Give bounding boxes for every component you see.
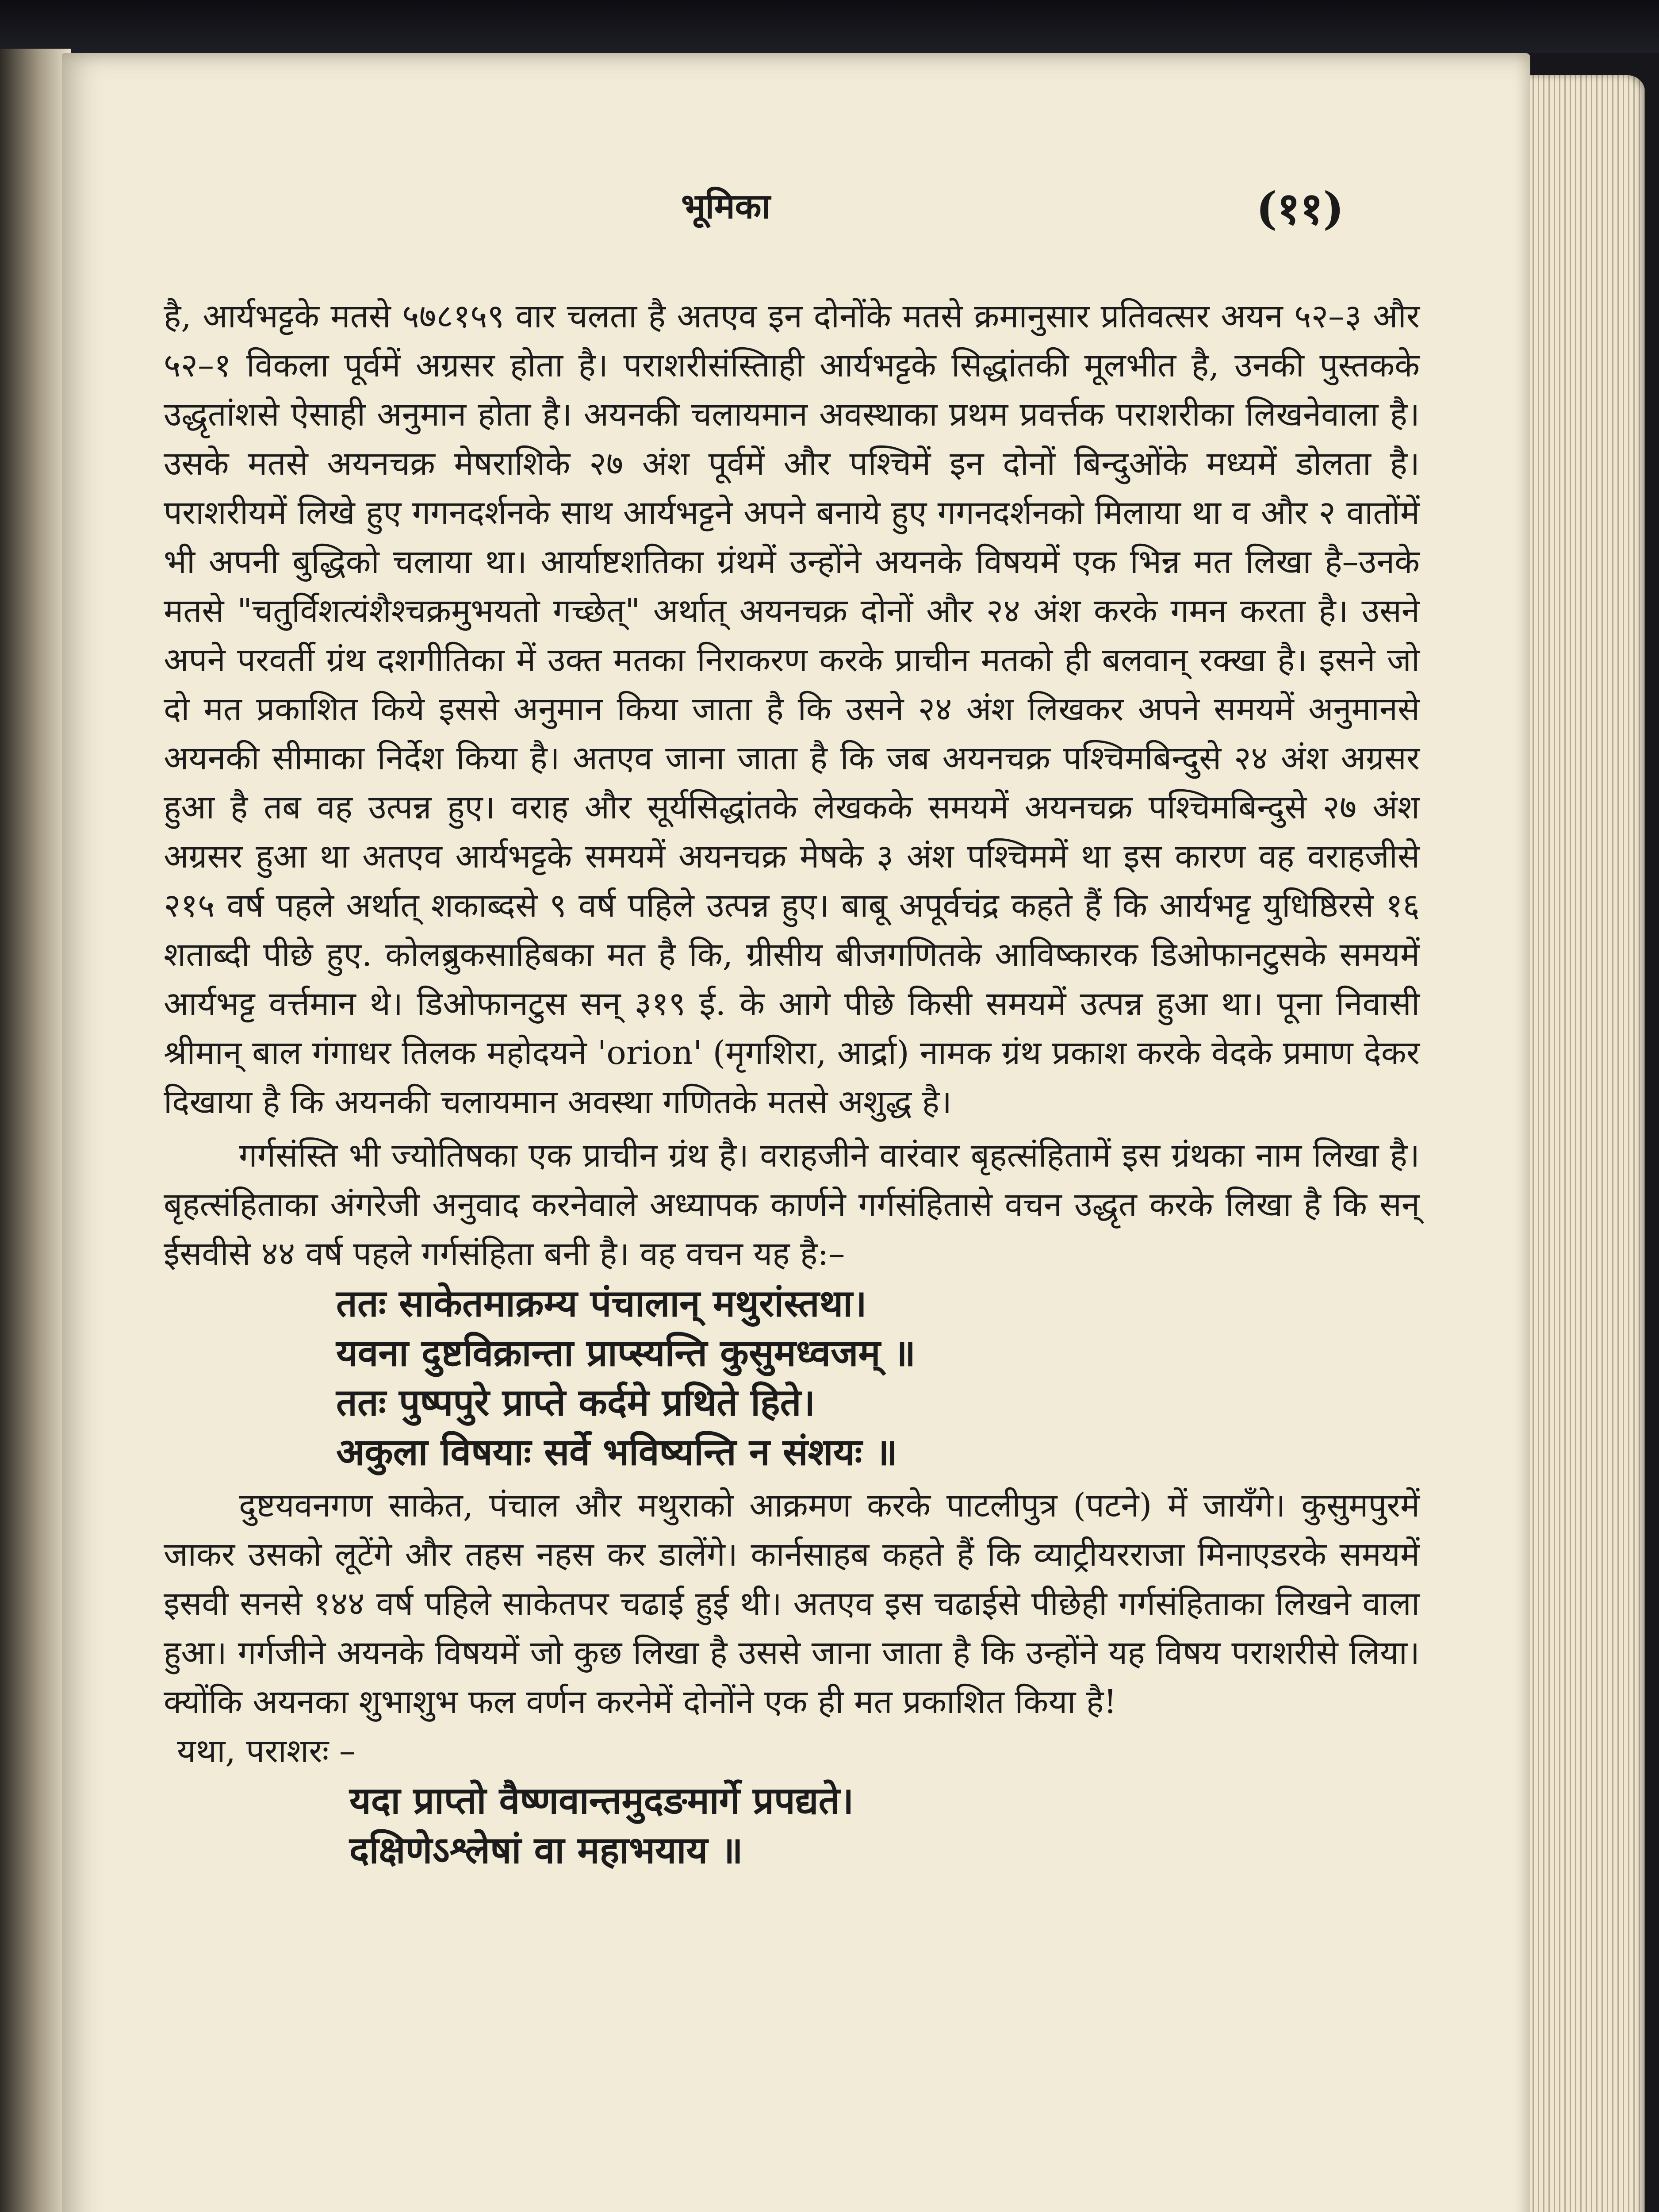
body-text <box>164 292 1420 1875</box>
page-edges <box>1513 75 1645 2212</box>
paragraph-3: दुष्टयवनगण साकेत, पंचाल और मथुराको आक्रमण करके पाटलीपुत्र (पटने) में जायँगे। कुसुमपुरमें जाकर उसको लूटेंगे और तहस नहस कर डालेंगे। कार्नसाहब कहते हैं कि व्याट्रीयरराजा मिनाएडरके समयमें इसवी सनसे १४४ वर्ष पहिले साकेतपर चढाई हुई थी। अतएव इस चढाईसे पीछेही गर्गसंहिताका लिखने वाला हुआ। गर्गजीने अयनके विषयमें जो कुछ लिखा है उससे जाना जाता है कि उन्होंने यह विषय पराशरीसे लिया। क्योंकि अयनका शुभाशुभ फल वर्णन करनेमें दोनोंने एक ही मत प्रकाशित किया है! <box>164 1486 1420 1721</box>
page-number: (११) <box>1256 182 1344 234</box>
verse-block-1 <box>336 1279 1420 1477</box>
running-title: भूमिका <box>681 186 770 227</box>
verse-line: यवना दुष्टविक्रान्ता प्राप्स्यन्ति कुसुमध्वजम् ॥ <box>336 1331 916 1375</box>
page-header <box>62 181 1530 248</box>
backdrop-top <box>0 0 1659 53</box>
paragraph-1: है, आर्यभट्टके मतसे ५७८१५९ वार चलता है अतएव इन दोनोंके मतसे क्रमानुसार प्रतिवत्सर अयन ५२–३ और ५२–१ विकला पूर्वमें अग्रसर होता है। पराशरीसंस्तिाही आर्यभट्टके सिद्धांतकी मूलभीत है, उनकी पुस्तकके उद्धृतांशसे ऐसाही अनुमान होता है। अयनकी चलायमान अवस्थाका प्रथम प्रवर्त्तक पराशरीका लिखनेवाला है। उसके मतसे अयनचक्र मेषराशिके २७ अंश पूर्वमें और पश्चिमें इन दोनों बिन्दुओंके मध्यमें डोलता है। पराशरीयमें लिखे हुए गगनदर्शनके साथ आर्यभट्टने अपने बनाये हुए गगनदर्शनको मिलाया था व और २ वातोंमें भी अपनी बुद्धिको चलाया था। आर्याष्टशतिका ग्रंथमें उन्होंने अयनके विषयमें एक भिन्न मत लिखा है–उनके मतसे "चतुर्विशत्यंशैश्चक्रमुभयतो गच्छेत्" अर्थात् अयनचक्र दोनों और २४ अंश करके गमन करता है। उसने अपने परवर्ती ग्रंथ दशगीतिका में उक्त मतका निराकरण करके प्राचीन मतको ही बलवान् रक्खा है। इसने जो दो मत प्रकाशित किये इससे अनुमान किया जाता है कि उसने २४ अंश लिखकर अपने समयमें अनुमानसे अयनकी सीमाका निर्देश किया है। अतएव जाना जाता है कि जब अयनचक्र पश्चिमबिन्दुसे २४ अंश अग्रसर हुआ है तब वह उत्पन्न हुए। वराह और सूर्यसिद्धांतके लेखकके समयमें अयनचक्र पश्चिमबिन्दुसे २७ अंश अग्रसर हुआ था अतएव आर्यभट्टके समयमें अयनचक्र मेषके ३ अंश पश्चिममें था इस कारण वह वराहजीसे २१५ वर्ष पहले अर्थात् शकाब्दसे ९ वर्ष पहिले उत्पन्न हुए। बाबू अपूर्वचंद्र कहते हैं कि आर्यभट्ट युधिष्ठिरसे १६ शताब्दी पीछे हुए. कोलब्रुकसाहिबका मत है कि, ग्रीसीय बीजगणितके आविष्कारक डिओफानटुसके समयमें आर्यभट्ट वर्त्तमान थे। डिओफानटुस सन् ३१९ ई. के आगे पीछे किसी समयमें उत्पन्न हुआ था। पूना निवासी श्रीमान् बाल गंगाधर तिलक महोदयने 'orion' (मृगशिरा, आर्द्रा) नामक ग्रंथ प्रकाश करके वेदके प्रमाण देकर दिखाया है कि अयनकी चलायमान अवस्था गणितके मतसे अशुद्ध है। <box>164 297 1420 1121</box>
verse-line: अकुला विषयाः सर्वे भविष्यन्ति न संशयः ॥ <box>336 1430 897 1474</box>
verse-line: ततः पुष्पपुरे प्राप्ते कर्दमे प्रथिते हिते। <box>336 1380 816 1424</box>
verse-line: यदा प्राप्तो वैष्णवान्तमुदङमार्गे प्रपद्यते। <box>349 1778 854 1822</box>
paragraph-2: गर्गसंस्ति भी ज्योतिषका एक प्राचीन ग्रंथ है। वराहजीने वारंवार बृहत्संहितामें इस ग्रंथका नाम लिखा है। बृहत्संहिताका अंगरेजी अनुवाद करनेवाले अध्यापक कार्णने गर्गसंहितासे वचन उद्धृत करके लिखा है कि सन् ईसवीसे ४४ वर्ष पहले गर्गसंहिता बनी है। वह वचन यह है:– <box>164 1137 1420 1273</box>
verse-block-2 <box>349 1776 1420 1875</box>
book-spine-shadow <box>0 49 71 2212</box>
verse-line: ततः साकेतमाक्रम्य पंचालान् मथुरांस्तथा। <box>336 1281 867 1325</box>
verse-line: दक्षिणेऽश्लेषां वा महाभयाय ॥ <box>349 1828 743 1872</box>
quote-label: यथा, पराशरः – <box>177 1732 356 1770</box>
book-page <box>62 53 1530 2212</box>
